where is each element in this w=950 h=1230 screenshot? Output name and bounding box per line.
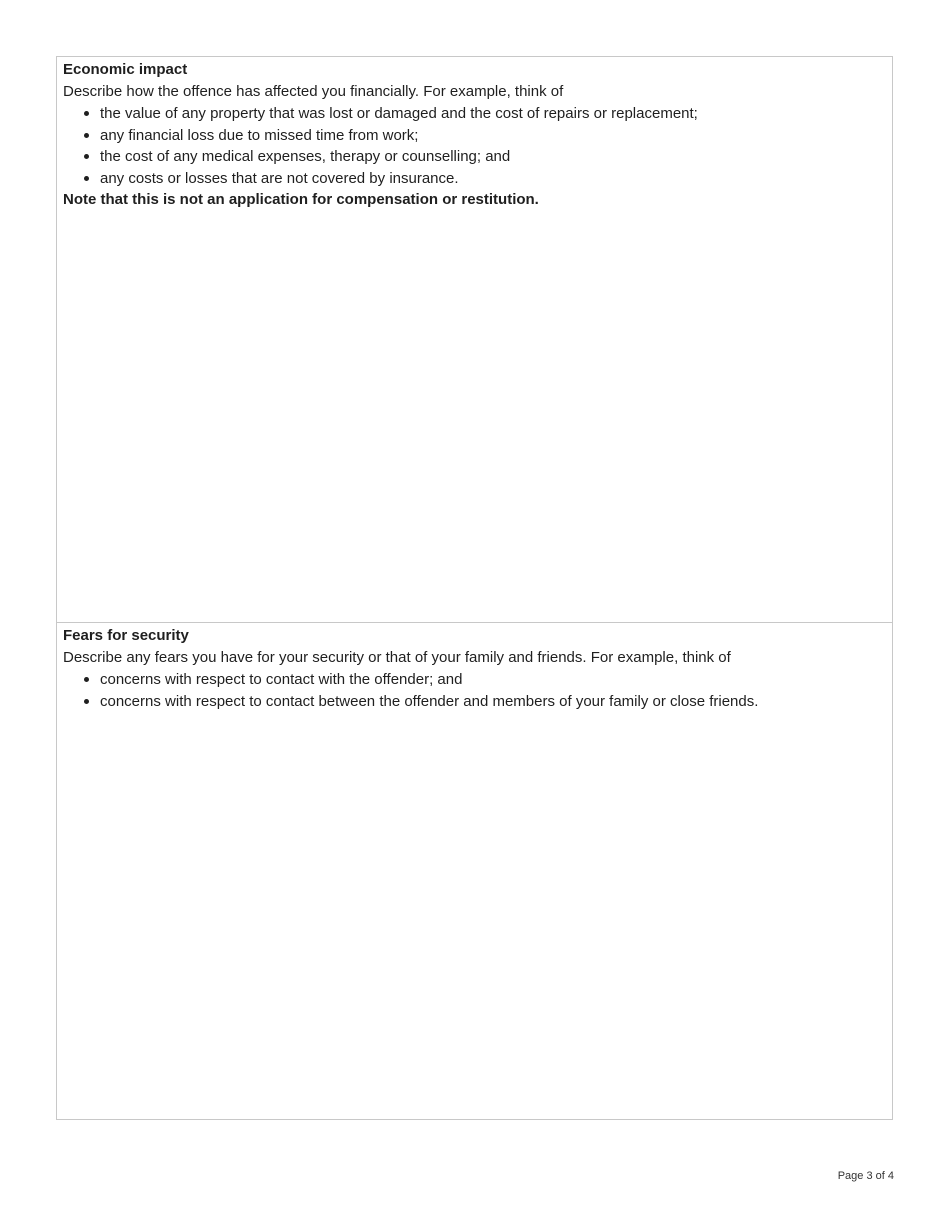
list-item [82, 125, 886, 147]
bullet-icon [84, 677, 89, 682]
bullet-icon [84, 699, 89, 704]
fears-for-security-section [57, 623, 892, 1119]
page-number: Page 3 of 4 [837, 1170, 894, 1182]
list-item [82, 691, 886, 713]
list-item [82, 103, 886, 125]
economic-impact-list [63, 103, 886, 189]
fears-for-security-heading: Fears for security [63, 627, 189, 644]
economic-impact-note: Note that this is not an application for compensation or restitution. [63, 191, 539, 209]
economic-impact-section [57, 57, 892, 623]
bullet-icon [84, 133, 89, 138]
list-item-text: the value of any property that was lost or damaged and the cost of repairs or replacement; [100, 105, 698, 122]
list-item-text: concerns with respect to contact with the offender; and [100, 671, 463, 688]
economic-impact-heading: Economic impact [63, 61, 188, 78]
fears-for-security-intro: Describe any fears you have for your security or that of your family and friends. For example, think of [63, 649, 731, 666]
list-item [82, 168, 886, 190]
bullet-icon [84, 176, 89, 181]
list-item-text: any costs or losses that are not covered by insurance. [100, 169, 459, 187]
form-frame [56, 56, 893, 1120]
bullet-icon [84, 111, 89, 116]
list-item [82, 146, 886, 168]
bullet-icon [84, 154, 89, 159]
list-item-text: any financial loss due to missed time from work; [100, 126, 419, 144]
list-item-text: the cost of any medical expenses, therapy or counselling; and [100, 148, 511, 166]
fears-for-security-list [63, 669, 886, 712]
economic-impact-intro: Describe how the offence has affected you financially. For example, think of [63, 83, 564, 100]
list-item [82, 669, 886, 691]
list-item-text: concerns with respect to contact between the offender and members of your family or close friends. [100, 692, 759, 710]
